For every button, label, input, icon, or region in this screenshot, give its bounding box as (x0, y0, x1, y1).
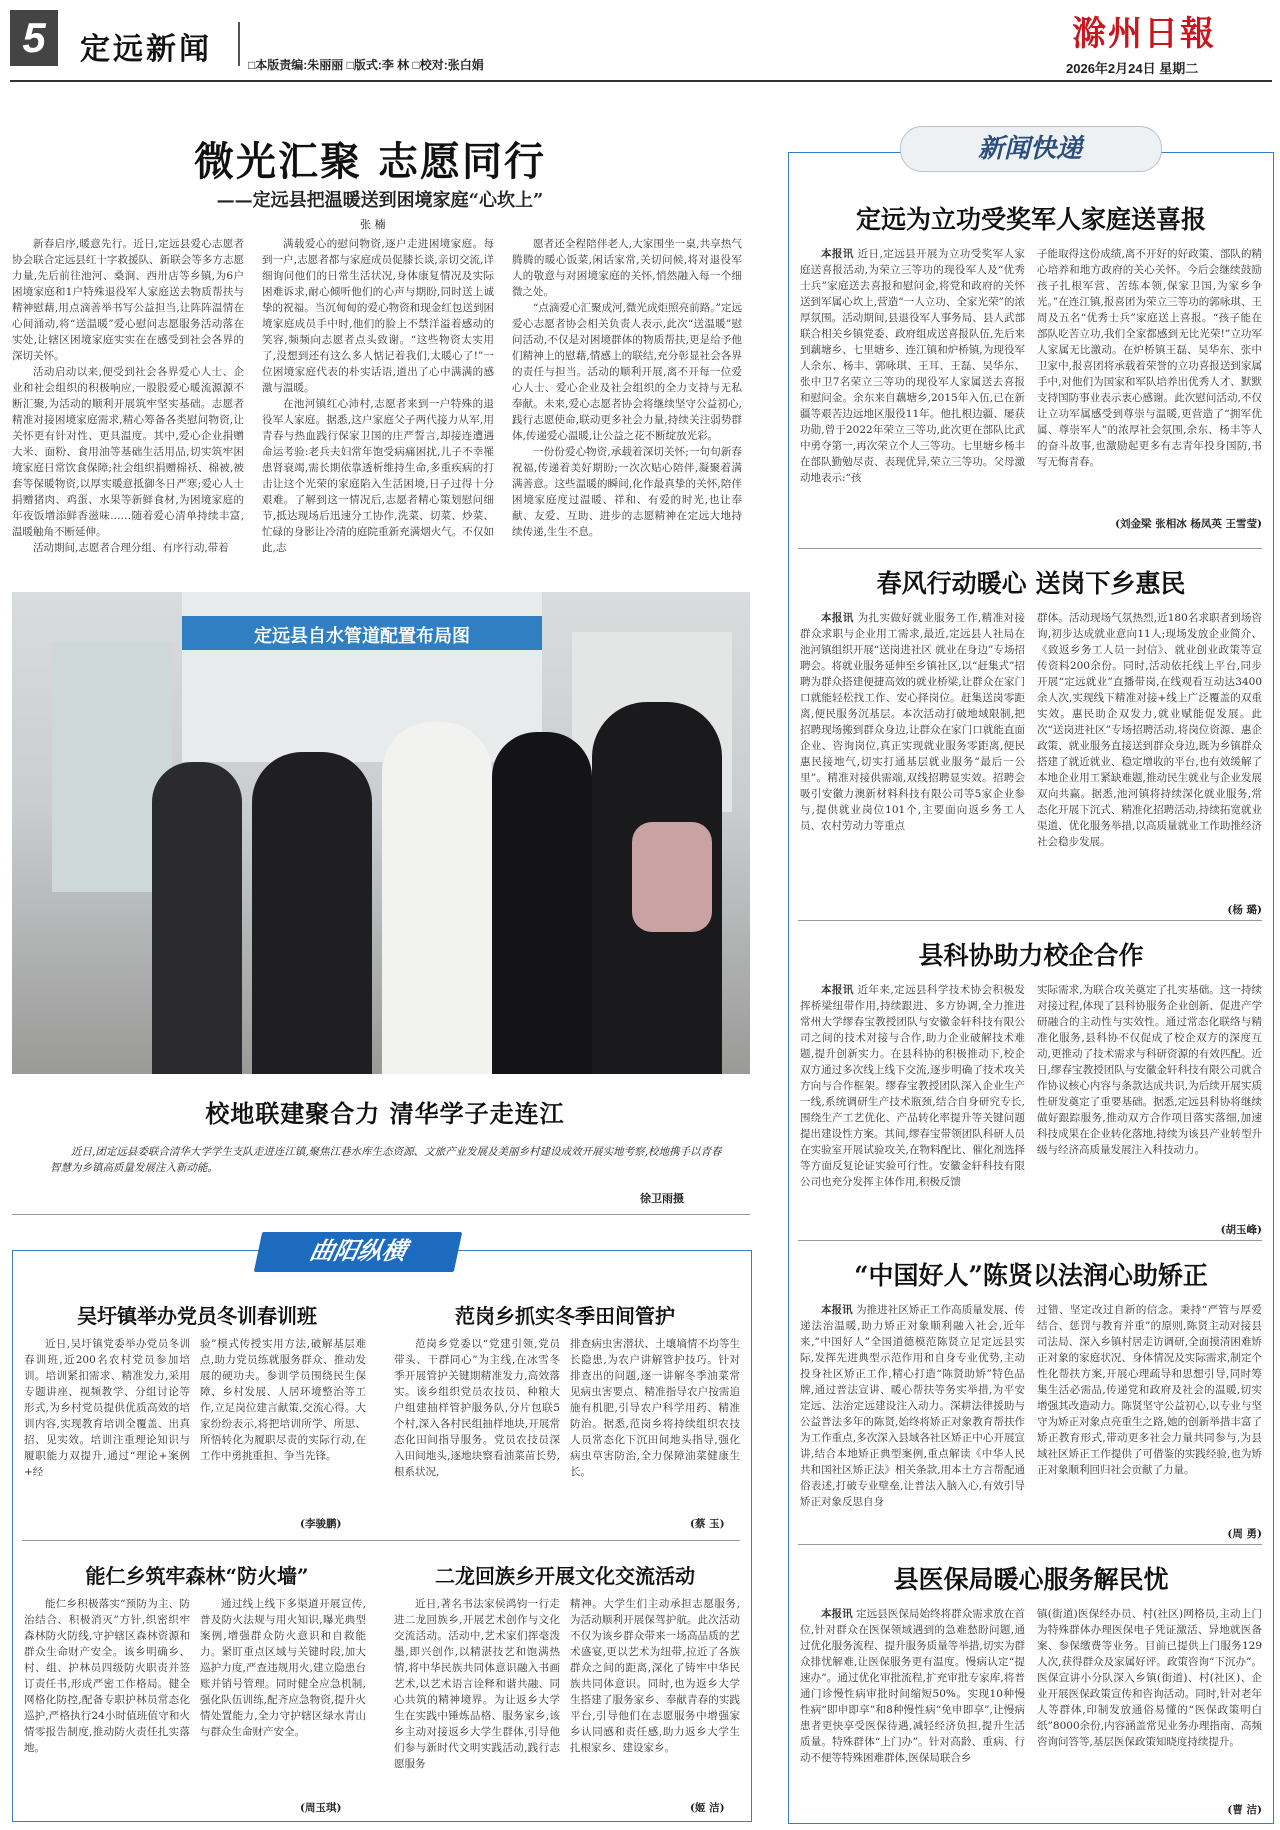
flash-article-text: 过错、坚定改过自新的信念。秉持“严管与厚爱结合、惩罚与教育并重”的原则,陈贤主动对接县司法局、深入乡镇村居走访调研,全面摸清困难矫正对象的家庭状况、身体情况及实际需求,制定个性化帮扶方案,开展心理疏导和思想引导,同时筹集生活必需品,传递党和政府及社会的温暖,切实增强其改造动力。陈贤坚守公益初心,以专业与坚守为矫正对象点亮重生之路,她的创新举措丰富了矫正教育形式,带动更多社会力量共同参与,为县域社区矫正工作提供了可借鉴的实践经验,也为矫正对象顺利回归社会贡献了力量。 (1037, 1304, 1262, 1476)
editor-info: □本版责编:朱丽丽 □版式:李 林 □校对:张白娟 (248, 58, 484, 72)
quyang-article-title: 能仁乡筑牢森林“防火墙” (85, 1564, 309, 1588)
quyang-article-author: (周玉琪) (300, 1802, 342, 1814)
quyang-article-author: (李骏鹏) (300, 1518, 342, 1530)
quyang-article-text: 范岗乡党委以“党建引领,党员带头、干群同心”为主线,在冰雪冬季开展管护关键期精准发力,高效落实。该乡组织党员农技员、种粮大户组建抽样管护服务队,分片包联5个村,深入各村民组抽样地块,开展常态化田间指导服务。党员农技员深入田间地头,逐地块察看油菜苗长势,根系状况, (394, 1338, 560, 1478)
paragraph: 活动启动以来,便受到社会各界爱心人士、企业和社会组织的积极响应,一股股爱心暖流源源不断汇聚,为活动的顺利开展筑牢坚实基础。志愿者精准对接困境家庭需求,精心筹备各类慰问物资,让关怀更有针对性、更具温度。其中,爱心企业捐赠大米、面粉、食用油等基础生活用品,切实筑牢困境家庭日常饮食保障;社会组织捐赠棉袄、棉被,被套等保暖物资,以厚实暖意抵御冬日严寒;爱心人士捐赠猪肉、鸡蛋、水果等新鲜食材,为困境家庭的年夜饭增添鲜香滋味……随着爱心清单持续丰富,温暖触角不断延伸。 (12, 366, 244, 538)
flash-article-author: (周 勇) (1227, 1528, 1262, 1540)
flash-article-text: 实际需求,为联合攻关奠定了扎实基础。这一持续对接过程,体现了县科协服务企业创新、促进产学研融合的主动性与实效性。通过常态化联络与精准化服务,县科协不仅促成了校企双方的深度互动,更推动了技术需求与科研资源的有效匹配。近日,缪春宝教授团队与安徽金轩科技有限公司就合作协议核心内容与条款达成共识,为后续开展实质性研发奠定了重要基础。据悉,定远县科协将继续做好跟踪服务,推动双方合作项目落实落细,加速科技成果在企业转化落地,持续为该县产业转型升级与经济高质量发展注入科技动力。 (1037, 984, 1262, 1156)
quyang-article-text: 近日,著名书法家侯鸿钧一行走进二龙回族乡,开展艺术创作与文化交流活动。活动中,艺术家们挥毫泼墨,即兴创作,以精湛技艺和饱满热情,将中华民族共同体意识融入书画艺术,以艺术语言诠释和谐共融、同心共筑的精神境界。为让返乡大学生在实践中锤炼品格、服务家乡,该乡主动对接返乡大学生群体,引导他们参与新时代文明实践活动,践行志愿服务 (394, 1598, 560, 1770)
backpack (632, 822, 712, 932)
lead-author: 张 楠 (360, 218, 386, 231)
flash-article-author: (刘金梁 张相冰 杨凤英 王雪莹) (1115, 518, 1262, 530)
flash-article-text: 本报讯 为推进社区矫正工作高质量发展、传递法治温暖,助力矫正对象顺利融入社会,近年来,“中国好人”全国道德模范陈贤立足定远县实际,发挥先进典型示范作用和自身专业优势,主动投身社区矫正工作,精心打造“陈贤助矫”特色品牌,通过普法宣讲、暖心帮扶等务实举措,为平安定远、法治定远建设注入动力。深耕法律援助与公益普法多年的陈贤,始终将矫正对象教育帮扶作为工作重点,多次深入县域各社区矫正中心开展宣讲,结合本地矫正典型案例,重点解读《中华人民共和国社区矫正法》相关条款,用本土方言帮配通俗表述,打破专业壁垒,让普法入脑入心,有效引导矫正对象反思自身 (800, 1304, 1025, 1508)
quyang-divider (22, 1540, 740, 1541)
flash-article-author: (杨 璐) (1227, 904, 1262, 916)
masthead-rule (10, 80, 1272, 82)
page-number-box (10, 10, 58, 66)
paragraph: 满载爱心的慰问物资,逐户走进困境家庭。每到一户,志愿者都与家庭成员促膝长谈,亲切交流,详细询问他们的日常生活状况,身体康复情况及实际困难诉求,耐心倾听他们的心声与期盼,同时送上诚挚的祝福。当沉甸甸的爱心物资和现金红包送到困境家庭成员手中时,他们的脸上不禁洋溢着感动的笑容,频频向志愿者点头致谢。“这些物资太实用了,没想到还有这么多人惦记着我们,太暖心了!”一位困境家庭代表的朴实话语,道出了心中满满的感激与温暖。 (262, 238, 494, 394)
lead-column-3 (512, 236, 742, 554)
flash-article-title: 县医保局暖心服务解民忧 (893, 1565, 1169, 1594)
flash-divider (798, 1544, 1262, 1545)
lead-title: 微光汇聚 志愿同行 (194, 138, 546, 185)
flash-article-text: 本报讯 定远县医保局始终将群众需求放在首位,针对群众在医保领域遇到的急难愁盼问题,通过优化服务流程、提升服务质量等举措,切实为群众排忧解难,让医保服务更有温度。慢病认定“提速办”。通过优化审批流程,扩充审批专家库,将普通门诊慢性病审批时间缩短50%。实现10种慢性病“即申即享”和8种慢性病“免申即享”,让慢病患者更快享受医保待遇,减轻经济负担,提升生活质量。特殊群体“上门办”。针对高龄、重病、行动不便等特殊困难群体,医保局联合乡 (800, 1608, 1025, 1764)
flash-article-text: 本报讯 为扎实做好就业服务工作,精准对接群众求职与企业用工需求,最近,定远县人社局在池河镇组织开展“送岗进社区 就业在身边”专场招聘会。将就业服务延伸至乡镇社区,以“赶集式”招聘为群众搭建便捷高效的就业桥梁,让群众在家门口就能轻松找工作、安心择岗位。赶集送岗零距离,便民服务沉基层。本次活动打破地域限制,把招聘现场搬到群众身边,让群众在家门口就能直面企业、咨询岗位,真正实现就业服务零距离,便民惠民接地气,切实打通基层就业服务“最后一公里”。精准对接供需端,双线招聘显实效。招聘会吸引安徽力澳新材料科技有限公司等5家企业参与,提供就业岗位101个,主要面向返乡务工人员、农村劳动力等重点 (800, 612, 1025, 832)
quyang-article-text: 近日,吴圩镇党委举办党员冬训春训班,近200名农村党员参加培训。培训紧扣需求、精准发力,采用专题讲座、视频教学、分组讨论等形式,为乡村党员提供优质高效的培训内容,实现教育培训全覆盖、出真招、见实效。培训注重理论知识与履职能力双提升,通过“理论+案例+经 (24, 1338, 190, 1478)
photo-divider (12, 1214, 750, 1215)
flash-divider (798, 548, 1262, 549)
quyang-article-text: 精神。大学生们主动承担志愿服务,为活动顺利开展保驾护航。此次活动不仅为该乡群众带来一场高品质的艺术盛宴,更以艺术为纽带,拉近了各族群众之间的距离,深化了铸牢中华民族共同体意识。同时,也为返乡大学生搭建了服务家乡、奉献青春的实践平台,引导他们在志愿服务中增强家乡认同感和责任感,助力返乡大学生扎根家乡、建设家乡。 (570, 1598, 740, 1754)
paragraph: 愿者还全程陪伴老人,大家围坐一桌,共享热气腾腾的暖心饭菜,闲话家常,关切问候,将对退役军人的敬意与对困境家庭的关怀,悄然融入每一个细微之处。 (512, 238, 742, 298)
quyang-article-title: 范岗乡抓实冬季田间管护 (455, 1304, 675, 1328)
photo-credit: 徐卫雨摄 (640, 1192, 684, 1205)
quyang-article-text: 能仁乡积极落实“预防为主、防治结合、积极消灭”方针,织密织牢森林防火防线,守护辖区森林资源和群众生命财产安全。该乡明确乡、村、组、护林员四级防火职责并签订责任书,形成严密工作格局。健全网格化防控,配备专职护林员常态化巡护,严格执行24小时值班值守和火情零报告制度,推动防火责任扎实落地。 (24, 1598, 190, 1754)
person-figure (152, 762, 242, 1074)
flash-article-title: 县科协助力校企合作 (918, 941, 1144, 970)
newspaper-logo: 滁州日報 (1072, 14, 1216, 54)
flash-article-author: (胡玉峰) (1220, 1224, 1262, 1236)
person-figure (252, 752, 372, 1074)
quyang-article-title: 吴圩镇举办党员冬训春训班 (77, 1304, 317, 1328)
lead-column-1 (12, 236, 244, 554)
paragraph: 一份份爱心物资,承载着深切关怀;一句句新春祝福,传递着美好期盼;一次次贴心陪伴,凝聚着满满善意。这些温暖的瞬间,化作最真挚的关怀,陪伴困境家庭度过温暖、祥和、有爱的时光,也让奉献、友爱、互助、进步的志愿精神在定远大地持续传递,生生不息。 (512, 446, 742, 538)
issue-date: 2026年2月24日 星期二 (1066, 61, 1199, 76)
flash-article-text: 本报讯 近日,定远县开展为立功受奖军人家庭送喜报活动,为荣立三等功的现役军人及“优秀士兵”家庭送去喜报和慰问金,将党和政府的关怀送到军属心坎上,营造“一人立功、全家光荣”的浓厚氛围。活动期间,县退役军人事务局、县人武部联合相关乡镇党委、政府组成送喜报队伍,先后来到藕塘乡、七里塘乡、连江镇和炉桥镇,为现役军人余东、杨丰、郭咏琪、王耳、王磊、吴华东、张中卫7名荣立三等功的现役军人家属送去喜报和慰问金。余东来自藕塘乡,2015年入伍,已在新疆等艰苦边远地区服役11年。他扎根边疆、屡获功勋,曾于2022年荣立三等功,此次更在部队比武中勇夺第一,再次荣立个人三等功。七里塘乡杨丰在部队勤勉尽责、表现优异,荣立三等功。父母激动地表示:“孩 (800, 248, 1025, 484)
quyang-article-author: (姬 洁) (690, 1802, 725, 1814)
flash-article-text: 镇(街道)医保经办员、村(社区)网格员,主动上门为特殊群体办理医保电子凭证激活、异地就医备案、参保缴费等业务。目前已提供上门服务129人次,获得群众及家属好评。政策咨询“下沉办”。医保宣讲小分队深入乡镇(街道)、村(社区)、企业开展医保政策宣传和咨询活动。同时,针对老年人等群体,印制发放通俗易懂的“医保政策明白纸”8000余份,内容涵盖常见业务办理指南、高频咨询问答等,基层医保政策知晓度持续提升。 (1037, 1608, 1262, 1748)
news-photo (12, 592, 750, 1074)
flash-article-title: 春风行动暖心 送岗下乡惠民 (876, 569, 1186, 598)
quyang-article-author: (蔡 玉) (690, 1518, 725, 1530)
flash-divider (798, 920, 1262, 921)
paragraph: “点滴爱心汇聚成河,微光成炬照亮前路。”定远爱心志愿者协会相关负责人表示,此次“送温暖”慰问活动,不仅是对困境群体的物质帮扶,更是给予他们精神上的慰藉,情感上的联结,充分彰显社会各界的责任与担当。活动的顺利开展,离不开每一位爱心人士、爱心企业及社会组织的全力支持与无私奉献。未来,爱心志愿者协会将继续坚守公益初心,践行志愿使命,联动更多社会力量,持续关注弱势群体,传递爱心温暖,让公益之花不断绽放光彩。 (512, 302, 742, 442)
lead-subtitle: ——定远县把温暖送到困境家庭“心坎上” (216, 190, 544, 211)
flash-article-author: (曹 洁) (1227, 1804, 1262, 1816)
quyang-tag: 曲阳纵横 (254, 1232, 463, 1272)
masthead-separator (238, 22, 240, 66)
paragraph: 在池河镇红心沛村,志愿者来到一户特殊的退役军人家庭。据悉,这户家庭父子两代接力从军,用青春与热血践行保家卫国的庄严誓言,却接连遭遇命运考验:老兵夫妇常年饱受病痛困扰,儿子不幸罹患肾衰竭,需长期依靠透析维持生命,多重疾病的打击让这个光荣的家庭陷入生活困境,日子过得十分艰难。了解到这一情况后,志愿者精心策划慰问细节,抵达现场后迅速分工协作,洗菜、切菜、炒菜、忙碌的身影让冷清的庭院重新充满烟火气。不仅如此,志 (262, 398, 494, 554)
flash-article-text: 子能取得这份成绩,离不开好的好政策、部队的精心培养和地方政府的关心关怀。今后会继续鼓励孩子扎根军营、苦练本领,保家卫国,为家乡争光。”在连江镇,报喜团为荣立三等功的郭咏琪、王周及五名“优秀士兵”家庭送上喜报。“孩子能在部队吃苦立功,我们全家都感到无比光荣!”立功军人家属无比激动。在炉桥镇王磊、吴华东、张中卫家中,报喜团将承载着荣誉的立功喜报送到家属手中,对他们为国家和军队培养出优秀人才、默默支持国防事业表示衷心感谢。此次慰问活动,不仅让立功军属感受到尊崇与温暖,更营造了“拥军优属、尊崇军人”的浓厚社会氛围,余东、杨丰等人的奋斗故事,也激励起更多有志青年投身国防,书写无悔青春。 (1037, 248, 1262, 468)
flash-article-title: “中国好人”陈贤以法润心助矫正 (854, 1261, 1208, 1290)
quyang-article-title: 二龙回族乡开展文化交流活动 (435, 1564, 695, 1588)
section-title: 定远新闻 (80, 32, 212, 67)
lead-column-2 (262, 236, 494, 554)
page-number: 5 (22, 14, 46, 61)
board-title: 定远县自水管道配置布局图 (254, 626, 470, 646)
photo-caption: 近日,团定远县委联合清华大学学生支队走进连江镇,聚焦江巷水库生态资源、文旅产业发展及美丽乡村建设成效开展实地考察,校地携手以青春智慧为乡镇高质量发展注入新动能。 (50, 1146, 722, 1174)
flash-divider (798, 1240, 1262, 1241)
flash-article-title: 定远为立功受奖军人家庭送喜报 (855, 205, 1206, 234)
person-figure (492, 732, 592, 1074)
photo-title: 校地联建聚合力 清华学子走连江 (205, 1099, 565, 1128)
person-figure (382, 722, 492, 1074)
news-flash-tag: 新闻快递 (977, 134, 1082, 164)
paragraph: 活动期间,志愿者合理分组、有序行动,带着 (33, 542, 229, 554)
quyang-article-text: 排查病虫害潜状、土壤墒情不均等生长隐患,为农户讲解管护技巧。针对排查出的问题,逐一讲解冬季油菜常见病虫害要点、精准指导农户按需追施有机肥,引导农户科学用药、精准防治。据悉,范岗乡将持续组织农技人员常态化下沉田间地头指导,强化病虫草害防治,全力保障油菜健康生长。 (570, 1338, 740, 1478)
paragraph: 新春启序,暖意先行。近日,定远县爱心志愿者协会联合定远县红十字救援队、新联会等多方志愿力量,先后前往池河、桑涧、西卅店等乡镇,为6户困境家庭和1户特殊退役军人家庭送去物质帮扶与精神慰藉,用点滴善举书写公益担当,让阵阵温情在心间涌动,将“送温暖”爱心慰问志愿服务活动落在实处,让辖区困境家庭实实在在感受到社会各界的深切关怀。 (12, 238, 244, 362)
flash-article-text: 群体。活动现场气氛热烈,近180名求职者到场咨询,初步达成就业意向11人;现场发放企业简介、《致返乡务工人员一封信》、就业创业政策等宣传资料200余份。同时,活动依托线上平台,同步开展“定远就业”直播带岗,在线观看互动达3400余人次,实现线下精准对接+线上广泛覆盖的双重实效。惠民助企双发力,就业赋能促发展。此次“送岗进社区”专场招聘活动,将岗位资源、惠企政策、就业服务直接送到群众身边,既为乡镇群众搭建了就近就业、稳定增收的平台,也有效缓解了本地企业用工紧缺难题,推动民生就业与企业发展双向共赢。据悉,池河镇将持续深化就业服务,常态化开展下沉式、精准化招聘活动,持续拓宽就业渠道、优化服务举措,以高质量就业工作助推经济社会稳步发展。 (1037, 612, 1262, 848)
quyang-article-text: 验”模式传授实用方法,破解基层难点,助力党员练就服务群众、推动发展的硬功夫。参训学员围绕民生保障、乡村发展、人居环境整治等工作,立足岗位建言献策,交流心得。大家纷纷表示,将把培训所学、所思、所悟转化为履职尽责的实际行动,在工作中勇挑重担、争当先锋。 (200, 1338, 366, 1462)
flash-article-text: 本报讯 近年来,定远县科学技术协会积极发挥桥梁纽带作用,持续跟进、多方协调,全力推进常州大学缪春宝教授团队与安徽金轩科技有限公司之间的技术对接与合作,助力企业破解技术难题,提升创新实力。在县科协的积极推动下,校企双方通过多次线上线下交流,逐步明确了技术攻关方向与合作框架。缪春宝教授团队深入企业生产一线,系统调研生产技术瓶颈,结合自身研究专长,围绕生产工艺优化、产品转化率提升等关键问题提出建设性方案。其间,缪春宝带领团队科研人员在实验室开展试验攻关,在物料配比、催化剂选择等方面反复论证实验可行性。安徽金轩科技有限公司也充分发挥主体作用,积极反馈 (800, 984, 1025, 1188)
quyang-article-text: 通过线上线下多渠道开展宣传,普及防火法规与用火知识,曝光典型案例,增强群众防火意识和自救能力。紧盯重点区域与关键时段,加大巡护力度,严查违规用火,建立隐患台账并销号管理。同时健全应急机制,强化队伍训练,配齐应急物资,提升火情处置能力,全力守护辖区绿水青山与群众生命财产安全。 (200, 1598, 366, 1738)
